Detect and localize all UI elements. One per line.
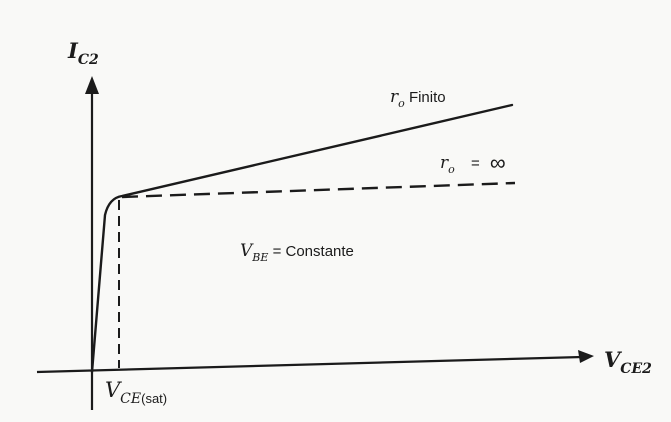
ro-finite-text: Finito xyxy=(408,89,446,106)
ro-infinite-label xyxy=(440,152,506,175)
ro-infinite-equals: = xyxy=(470,155,480,172)
ro-infinite-symbol: r xyxy=(440,153,449,173)
x-axis-subscript: CE2 xyxy=(620,361,652,377)
vce-sat-suffix: (sat) xyxy=(141,391,168,406)
y-axis-arrowhead xyxy=(85,76,99,94)
y-axis-symbol: I xyxy=(68,38,78,63)
curve-ro-finite xyxy=(92,105,512,372)
vbe-constant-text: = Constante xyxy=(272,243,354,260)
y-axis-label xyxy=(68,40,99,67)
x-axis-arrowhead xyxy=(578,350,594,363)
vbe-constant-label xyxy=(240,243,354,263)
x-axis-symbol: V xyxy=(604,347,621,372)
vce-sat-symbol: V xyxy=(105,378,121,402)
vbe-subscript: BE xyxy=(252,251,269,264)
y-axis-subscript: C2 xyxy=(77,52,99,68)
vce-sat-label xyxy=(105,380,167,406)
ro-finite-symbol: r xyxy=(390,87,399,107)
ro-finite-label xyxy=(390,89,446,109)
infinity-symbol: ∞ xyxy=(489,150,506,175)
x-axis-label xyxy=(604,349,652,376)
vce-sat-subscript: CE xyxy=(120,391,142,407)
curve-ro-infinite xyxy=(122,183,515,197)
ro-infinite-subscript: o xyxy=(448,163,455,176)
ro-finite-subscript: o xyxy=(398,97,405,110)
vbe-symbol: V xyxy=(240,241,253,261)
